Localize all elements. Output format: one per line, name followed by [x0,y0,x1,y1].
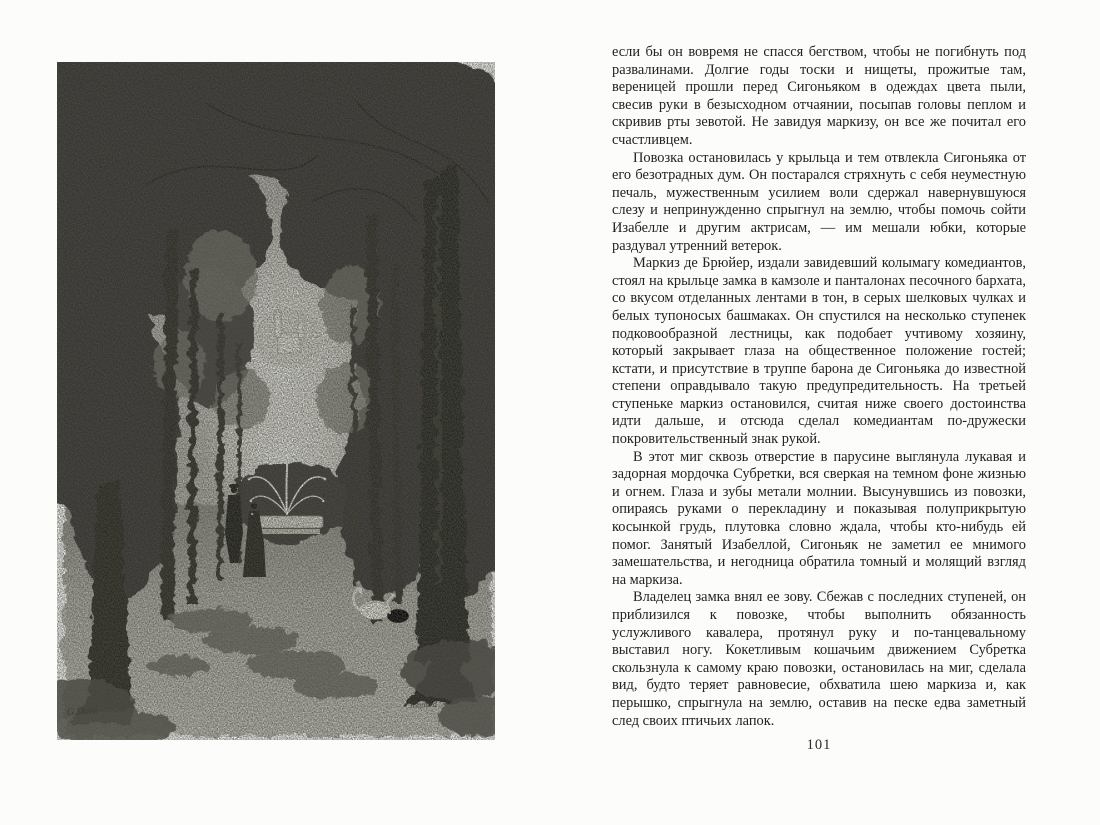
grain-light [57,62,495,740]
engraving-forest-avenue [57,62,495,740]
paragraph: если бы он вовремя не спасся бегством, чтобы не погибнуть под развалинами. Долгие годы тоски и нищеты, прожитые там, вереницей прошли перед Сигоньяком в одеждах цвета пыли, свесив руки в безысходном отчаянии, посыпав головы пеплом и скривив рты зевотой. Не завидуя маркизу, он все же почитал его счастливцем. [612,44,1026,148]
body-text-column [612,44,1026,744]
engraver-signature: Jonnard [408,699,438,710]
page-number: 101 [806,737,832,753]
book-illustration [57,62,495,740]
paragraph: В этот миг сквозь отверстие в парусине выглянула лукавая и задорная мордочка Субретки, вся сверкая на темном фоне жизнью и огнем. Глаза и зубы метали молнии. Высунувшись из повозки, опираясь руками о перекладину и показывая полуприкрытую косынкой грудь, плутовка словно ждала, чтобы кто-нибудь ей помог. Занятый Изабеллой, Сигоньяк не заметил ее мнимого замешательства, и негодница обратила томный и молящий взгляд на маркиза. [612,448,1026,588]
paragraph: Повозка остановилась у крыльца и тем отвлекла Сигоньяка от его безотрадных дум. Он постарался стряхнуть с себя неуместную печаль, мужественным усилием воли сдержал навернувшуюся слезу и непринужденно спрыгнул на землю, чтобы помочь сойти Изабелле и другим актрисам, — им мешали юбки, которые раздувал утренний ветерок. [612,149,1026,254]
artist-signature: G.Doré [66,705,98,718]
paragraph: Владелец замка внял ее зову. Сбежав с последних ступеней, он приблизился к повозке, чтобы выполнить обязанность услужливого кавалера, протянул руку и по-танцевальному выставил ногу. Кокетливым кошачьим движением Субретка скользнула к самому краю повозки, остановилась на миг, сделала вид, будто теряет равновесие, обхватила шею маркиза и, как перышко, спрыгнула на землю, оставив на песке едва заметный след своих птичьих лапок. [612,589,1026,729]
paragraph: Маркиз де Брюйер, издали завидевший колымагу комедиантов, стоял на крыльце замка в камзоле и панталонах песочного бархата, со вкусом отделанных лентами в тон, в серых шелковых чулках и белых тупоносых башмаках. Он спустился на несколько ступенек подковообразной лестницы, как подобает учтивому хозяину, который закрывает глаза на общественное положение гостей; кстати, и присутствие в труппе барона де Сигоньяка до известной степени оправдывало такую предупредительность. На третьей ступеньке маркиз остановился, считая ниже своего достоинства идти дальше, и отсюда сделал комедиантам по-дружески покровительственный знак рукой. [612,255,1026,448]
